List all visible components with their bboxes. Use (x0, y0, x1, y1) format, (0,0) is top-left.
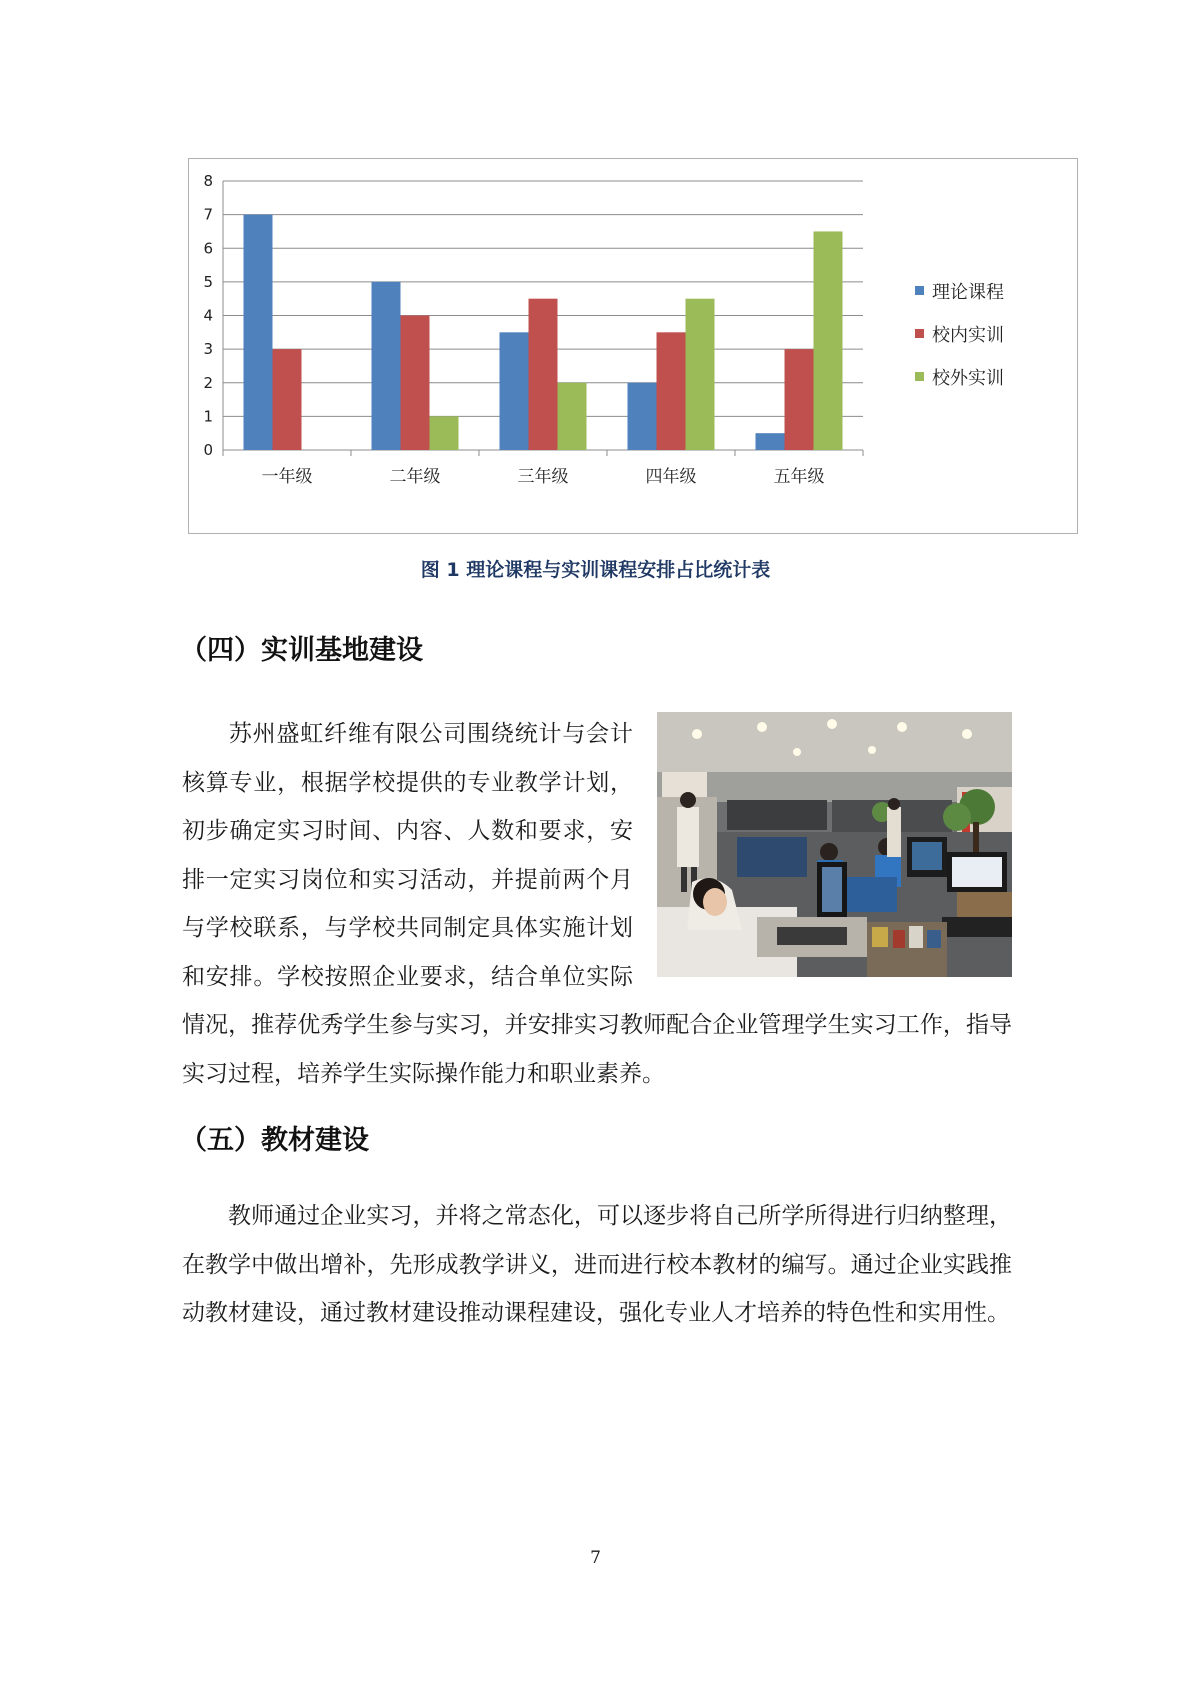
y-tick-label: 1 (203, 407, 213, 426)
bar-chart (188, 158, 1078, 534)
y-tick-label: 6 (203, 239, 213, 258)
bar-3-3 (558, 383, 587, 450)
legend-label: 理论课程 (932, 282, 1004, 303)
legend-swatch (915, 286, 924, 295)
figure-caption: 图 1 理论课程与实训课程安排占比统计表 (420, 559, 771, 581)
legend-label: 校外实训 (932, 368, 1004, 389)
bar-2-3 (529, 299, 558, 450)
bar-1-4 (628, 383, 657, 450)
bar-2-1 (273, 349, 302, 450)
legend-label: 校内实训 (932, 325, 1004, 346)
legend-swatch (915, 372, 924, 381)
x-tick-label: 五年级 (773, 467, 825, 487)
office-photo-illustration (657, 712, 1012, 977)
bar-1-5 (756, 433, 785, 450)
bar-3-2 (430, 416, 459, 450)
bar-2-4 (657, 332, 686, 450)
textbook-paragraph: 教师通过企业实习，并将之常态化，可以逐步将自己所学所得进行归纳整理，在教学中做出增补，先形成教学讲义，进而进行校本教材的编写。通过企业实践推动教材建设，通过教材建设推动课程建设，强化专业人才培养的特色性和实用性。 (182, 1203, 1012, 1326)
section-title-textbook: （五）教材建设 (180, 1125, 369, 1156)
bar-1-2 (372, 282, 401, 450)
section-title-training-base: （四）实训基地建设 (180, 635, 423, 666)
training-base-paragraph (182, 710, 1012, 1098)
bar-3-5 (814, 231, 843, 450)
y-tick-label: 5 (203, 272, 213, 291)
y-tick-label: 7 (203, 205, 213, 224)
x-tick-label: 一年级 (261, 467, 313, 487)
bar-chart-svg (189, 159, 1077, 533)
x-tick-label: 四年级 (645, 467, 697, 487)
bar-1-1 (244, 215, 273, 450)
bar-2-5 (785, 349, 814, 450)
y-tick-label: 3 (203, 340, 213, 359)
y-tick-label: 4 (203, 306, 213, 325)
office-photo (657, 712, 1012, 977)
x-tick-label: 三年级 (517, 467, 569, 487)
bar-1-3 (500, 332, 529, 450)
bar-2-2 (401, 316, 430, 451)
legend-swatch (915, 329, 924, 338)
x-tick-label: 二年级 (389, 467, 441, 487)
bar-3-4 (686, 299, 715, 450)
y-tick-label: 8 (203, 172, 213, 190)
training-base-text: 苏州盛虹纤维有限公司围绕统计与会计核算专业，根据学校提供的专业教学计划，初步确定实习时间、内容、人数和要求，安排一定实习岗位和实习活动，并提前两个月与学校联系，与学校共同制定具体实施计划和安排。学校按照企业要求，结合单位实际情况，推荐优秀学生参与实习，并安排实习教师配合企业管理学生实习工作，指导实习过程，培养学生实际操作能力和职业素养。 (182, 721, 1012, 1087)
y-tick-label: 0 (203, 441, 213, 459)
page-number: 7 (590, 1548, 601, 1568)
y-tick-label: 2 (203, 373, 213, 392)
